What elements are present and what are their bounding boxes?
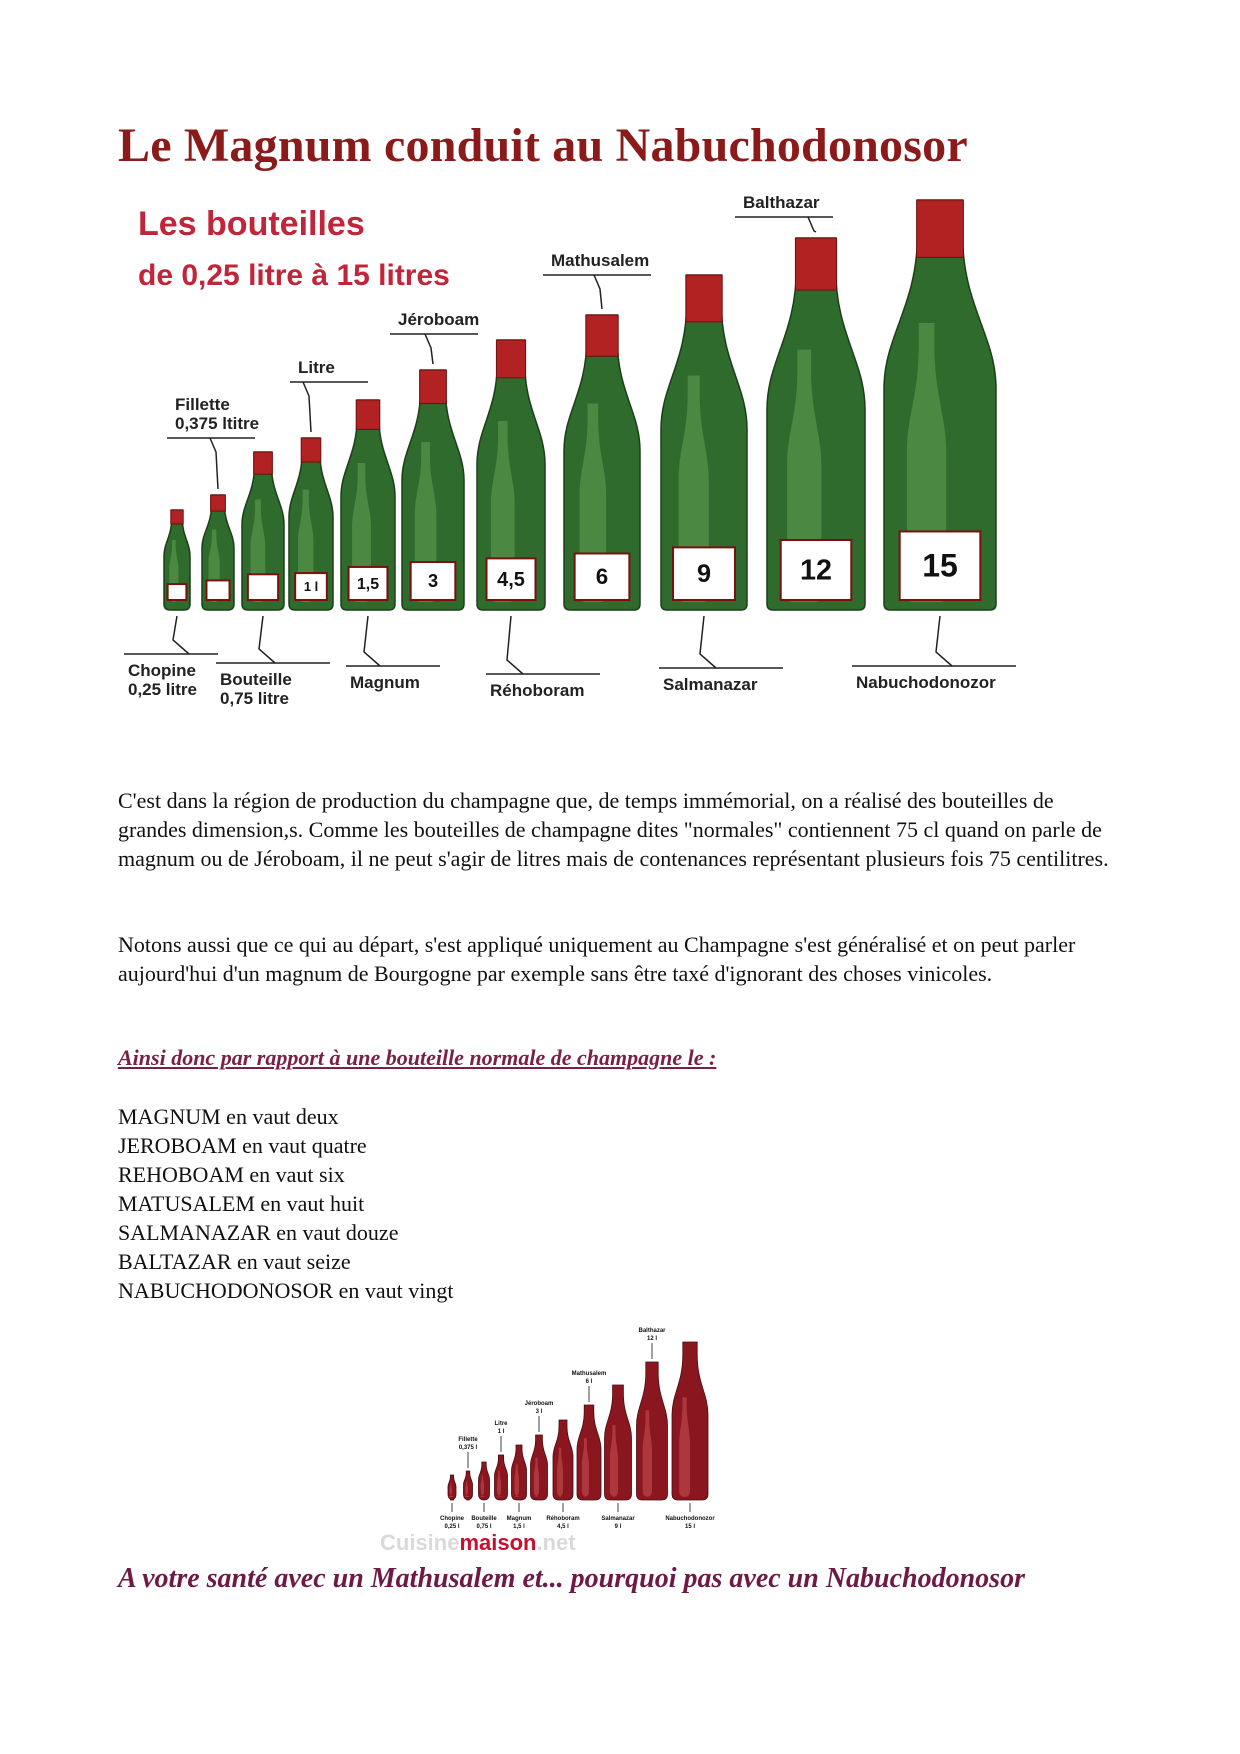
bottle-cap [356, 400, 380, 429]
callout-pointer [936, 616, 952, 666]
bottle-cap [420, 370, 447, 404]
callout-balthazar [735, 193, 833, 232]
bottle-cap [917, 200, 964, 257]
callout-magnum [346, 616, 440, 692]
list-item: NABUCHODONOSOR en vaut vingt [118, 1278, 454, 1303]
bottle-label-box [248, 574, 278, 600]
small-top-label: Litre [494, 1421, 508, 1427]
callout-pointer [173, 616, 189, 654]
callout-label: Mathusalem [551, 251, 650, 270]
small-top-label: Balthazar [638, 1328, 666, 1334]
small-bottom-size: 1,5 l [513, 1524, 525, 1530]
small-top-size: 1 l [497, 1429, 505, 1435]
bottle-volume-label: 12 [800, 554, 832, 587]
bottle-volume-label: 1 l [303, 578, 319, 594]
small-bottom-label: Bouteille [471, 1516, 497, 1522]
callout-nabuchodonosor [852, 616, 1016, 692]
infographic-heading-line2: de 0,25 litre à 15 litres [138, 259, 450, 292]
bottle-volume-label: 4,5 [497, 568, 525, 591]
small-top-size: 0,375 l [458, 1445, 478, 1451]
callout-label: Nabuchodonozor [856, 673, 996, 692]
bottle-cap [211, 495, 226, 511]
small-bottom-label: Réhoboram [546, 1516, 580, 1522]
callout-label: Salmanazar [663, 675, 758, 694]
callout-label: 0,375 ltitre [175, 414, 260, 433]
callout-label: 0,25 litre [128, 680, 197, 699]
callout-pointer [507, 616, 523, 674]
bottle-litre [289, 438, 333, 610]
small-bottom-size: 0,25 l [444, 1524, 460, 1530]
bottle-nabuchodonosor [884, 200, 996, 610]
small-bottle [512, 1445, 527, 1500]
callout-pointer [210, 438, 218, 489]
watermark-part-b: maison [459, 1530, 537, 1555]
comparison-heading: Ainsi donc par rapport à une bouteille normale de champagne le : [118, 1045, 717, 1070]
small-top-size: 6 l [585, 1379, 593, 1385]
list-item: BALTAZAR en vaut seize [118, 1249, 351, 1274]
callout-label: 0,75 litre [220, 689, 289, 708]
callout-label: Chopine [128, 661, 196, 680]
bottle-cap [254, 452, 273, 474]
small-bottom-size: 4,5 l [557, 1524, 569, 1530]
small-bottom-label: Nabuchodonozor [665, 1516, 715, 1522]
small-bottom-label: Salmanazar [601, 1516, 635, 1522]
callout-pointer [259, 616, 275, 663]
infographic-heading-line1: Les bouteilles [138, 205, 365, 243]
small-top-size: 3 l [535, 1409, 543, 1415]
callout-fillette [167, 395, 259, 489]
callout-label: Bouteille [220, 670, 292, 689]
small-bottom-label: Magnum [506, 1516, 532, 1522]
small-bottle [479, 1462, 490, 1500]
bottle-cap [795, 238, 836, 290]
small-bottle [464, 1471, 473, 1500]
callout-label: Litre [298, 358, 335, 377]
callout-salmanazar [659, 616, 783, 694]
bottle-cap [171, 510, 183, 524]
bottle-cap [496, 340, 525, 378]
list-item: JEROBOAM en vaut quatre [118, 1133, 367, 1158]
bottle-mathusalem [564, 315, 640, 610]
callout-pointer [303, 382, 311, 432]
intro-paragraph: C'est dans la région de production du champagne que, de temps immémorial, on a réalisé des bouteilles de grandes dimension,s. Comme les bouteilles de champagne dites "normales" contiennent 75 cl quand on parle de magnum ou de Jéroboam, il ne peut s'agir de litres mais de contenances représentant plusieurs fois 75 centilitres. [118, 788, 1109, 871]
callout-mathusalem [543, 251, 651, 309]
callout-label: Fillette [175, 395, 230, 414]
bottle-balthazar [767, 238, 865, 610]
list-item: MATUSALEM en vaut huit [118, 1191, 365, 1216]
closing-line: A votre santé avec un Mathusalem et... pourquoi pas avec un Nabuchodonosor [118, 1563, 1025, 1594]
list-item: SALMANAZAR en vaut douze [118, 1220, 399, 1245]
small-top-label: Mathusalem [571, 1371, 607, 1377]
bottle-volume-label: 9 [696, 560, 712, 589]
watermark-part-c: .net [536, 1530, 576, 1555]
bottle-fillette [202, 495, 234, 610]
callout-bouteille [216, 616, 330, 708]
bottle-volume-label: 1,5 [356, 575, 380, 593]
bottle-jeroboam [402, 370, 464, 610]
notons-paragraph: Notons aussi que ce qui au départ, s'est appliqué uniquement au Champagne s'est généralisé et on peut parler aujourd'hui d'un magnum de Bourgogne par exemple sans être taxé d'ignorant des choses vinicoles. [118, 932, 1076, 986]
bottle-bouteille [242, 452, 284, 610]
bottle-volume-label: 15 [922, 547, 958, 584]
small-bottom-size: 0,75 l [476, 1524, 492, 1530]
callout-pointer [808, 217, 816, 232]
bottle-salmanazar [661, 275, 747, 610]
small-bottom-size: 15 l [684, 1524, 696, 1530]
bottle-volume-label: 3 [427, 571, 439, 592]
callout-jeroboam [390, 310, 479, 364]
callout-pointer [364, 616, 380, 666]
small-bottle-chart [380, 1328, 800, 1570]
small-top-size: 12 l [646, 1336, 658, 1342]
bottle-rehoboam [477, 340, 545, 610]
list-item: MAGNUM en vaut deux [118, 1104, 339, 1129]
callout-label: Magnum [350, 673, 420, 692]
callout-rehoboam [486, 616, 600, 700]
small-bottom-size: 9 l [614, 1524, 622, 1530]
small-top-label: Jéroboam [524, 1401, 554, 1407]
page-title: Le Magnum conduit au Nabuchodonosor [118, 119, 968, 172]
callout-pointer [425, 334, 433, 364]
callout-label: Balthazar [743, 193, 820, 212]
bottle-infographic [118, 190, 1138, 780]
bottle-volume-label: 6 [595, 564, 609, 590]
watermark-part-a: Cuisine [380, 1530, 460, 1555]
watermark [380, 1530, 576, 1555]
small-bottom-label: Chopine [440, 1516, 464, 1522]
list-item: REHOBOAM en vaut six [118, 1162, 345, 1187]
bottle-cap [686, 275, 722, 322]
bottle-cap [301, 438, 321, 462]
small-top-label: Fillette [458, 1437, 478, 1443]
bottle-chopine [164, 510, 190, 610]
bottle-cap [586, 315, 618, 356]
callout-chopine [124, 616, 218, 699]
small-bottle [495, 1455, 508, 1500]
bottle-label-box [168, 584, 187, 600]
bottle-magnum [341, 400, 395, 610]
callout-pointer [594, 275, 602, 309]
bottle-label-box [206, 580, 229, 600]
callout-label: Jéroboam [398, 310, 480, 329]
equivalence-list [118, 1102, 454, 1305]
callout-label: Réhoboram [490, 681, 585, 700]
callout-pointer [700, 616, 716, 668]
